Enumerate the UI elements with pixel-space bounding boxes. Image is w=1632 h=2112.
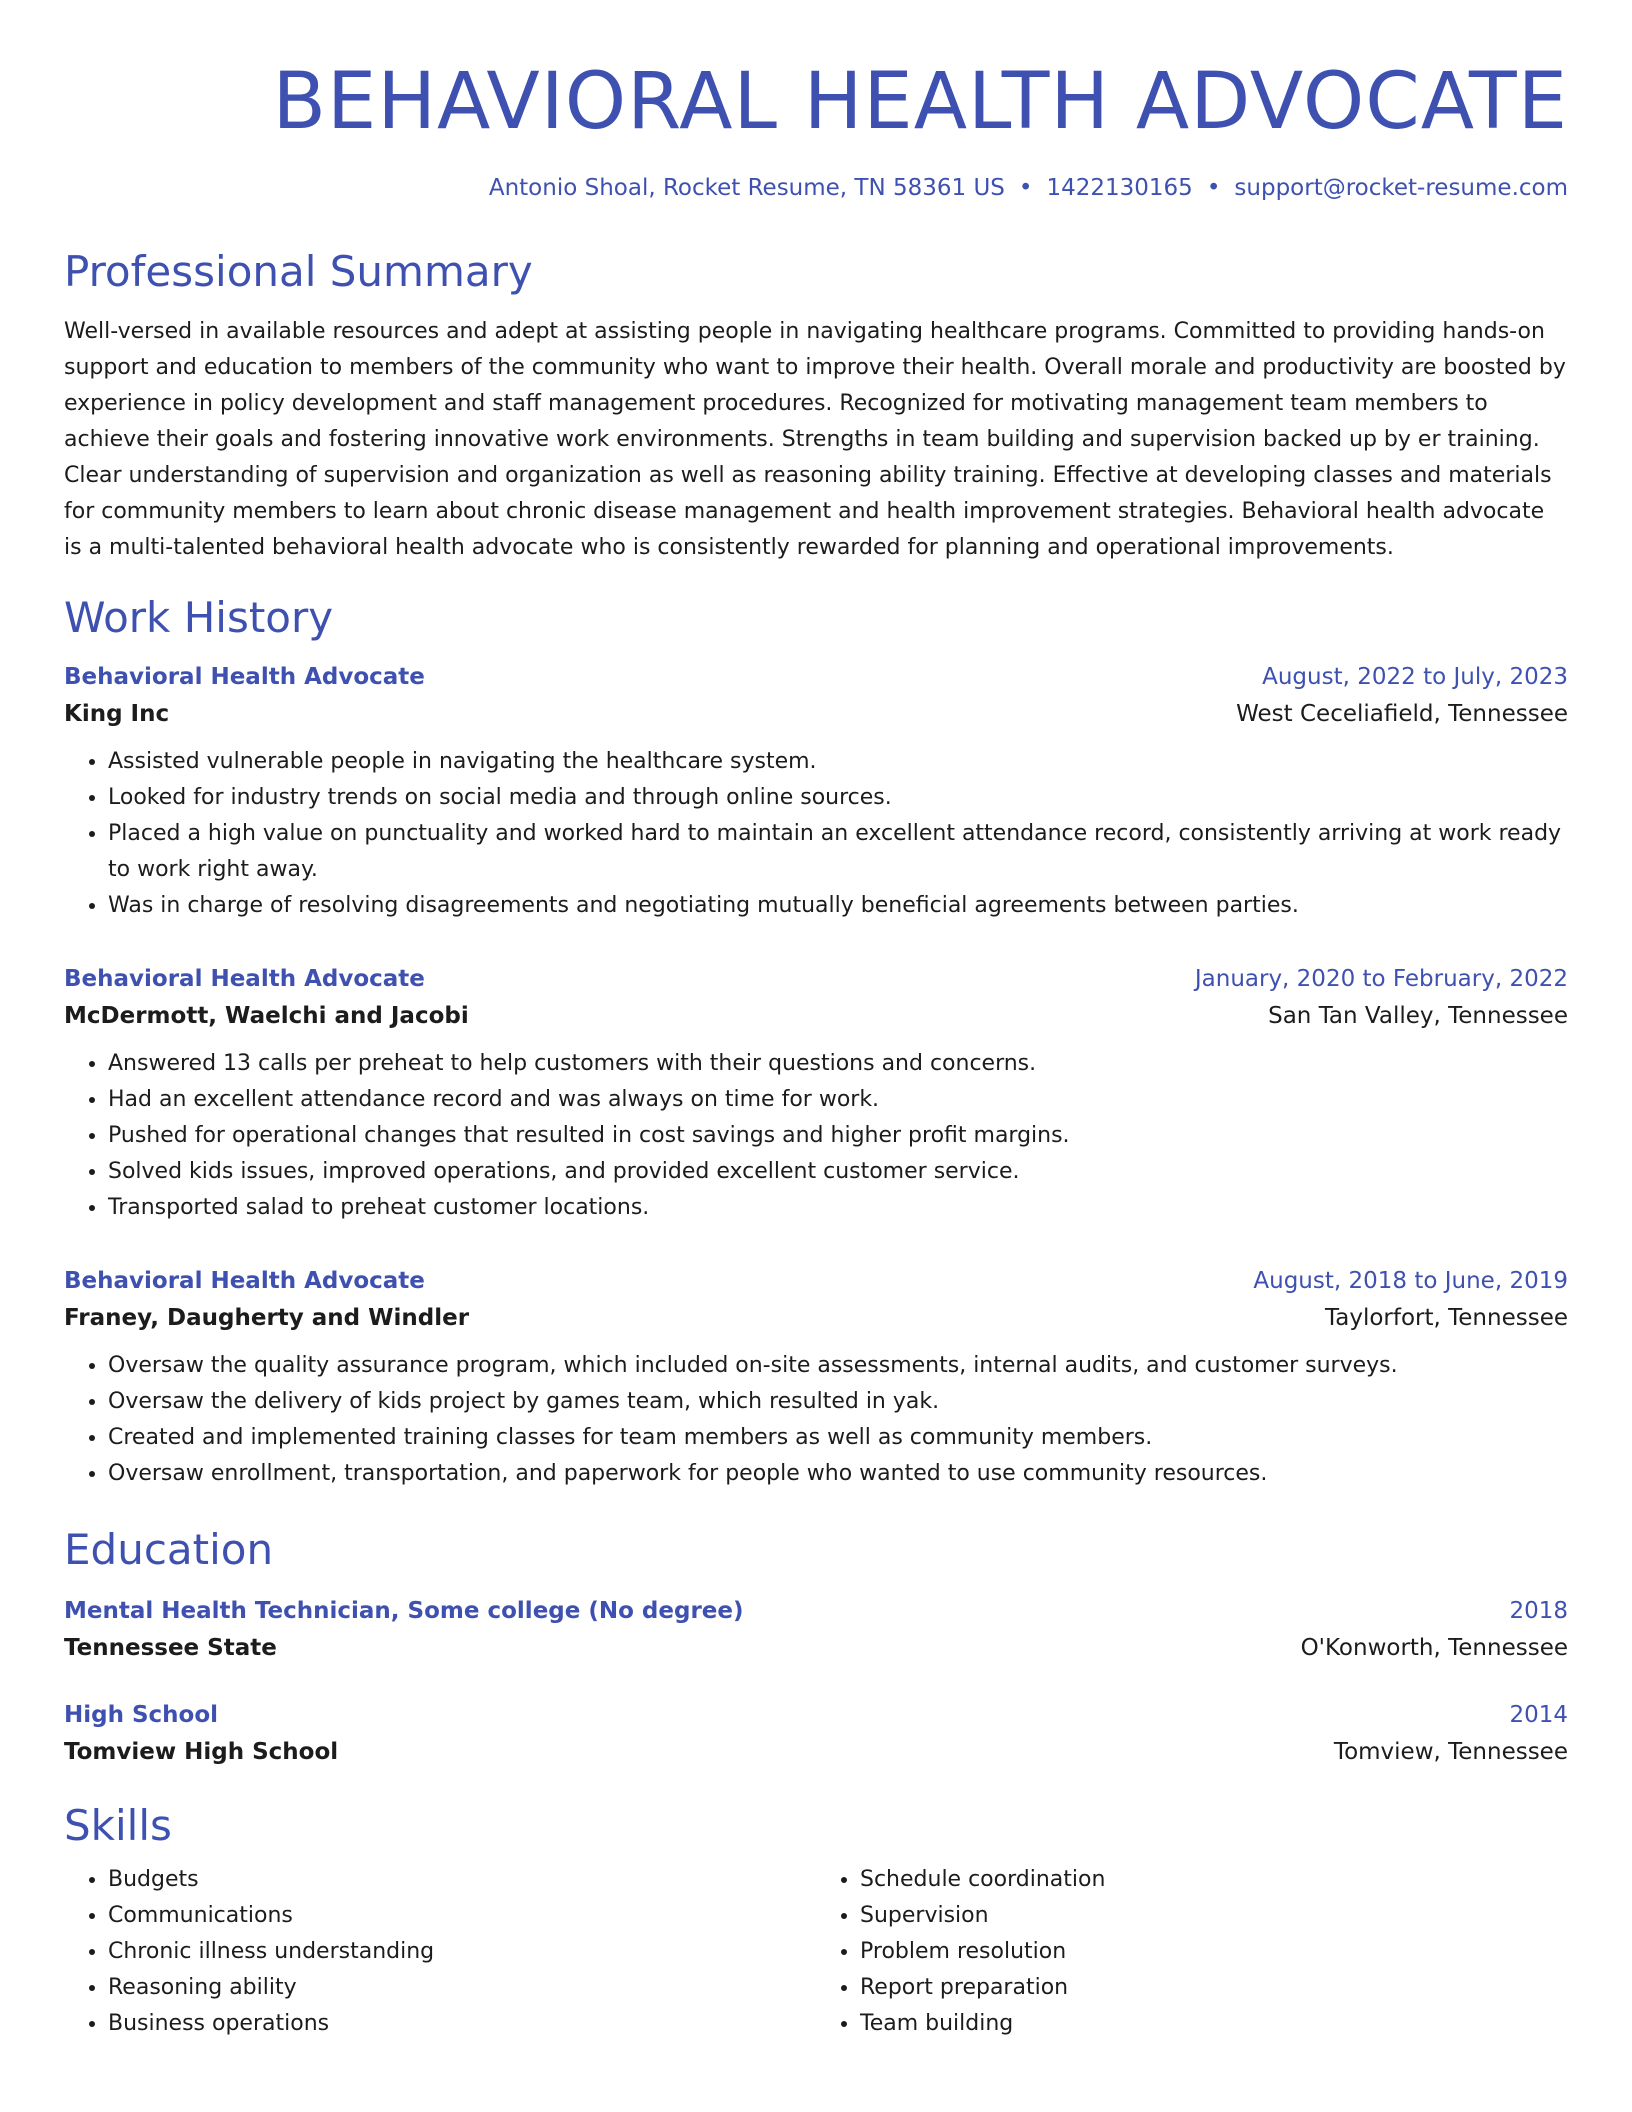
contact-email: support@rocket-resume.com [1234, 175, 1568, 201]
skill-item: • Team building [860, 2006, 1568, 2042]
school-location: O'Konworth, Tennessee [1300, 1635, 1568, 1661]
school-name: Tennessee State [64, 1635, 277, 1661]
work-entry-header [64, 660, 1568, 694]
skills-section [64, 1798, 1568, 2042]
list-item: • Placed a high value on punctuality and worked hard to maintain an excellent attendance record, consistently arriving at work ready to work right away. [108, 816, 1568, 888]
contact-address: Antonio Shoal, Rocket Resume, TN 58361 US [488, 175, 1005, 201]
contact-phone: 1422130165 [1046, 175, 1193, 201]
skill-item: • Schedule coordination [860, 1862, 1568, 1898]
job-location: Taylorfort, Tennessee [1325, 1305, 1568, 1331]
education-entry [64, 1594, 1568, 1668]
skill-item: • Business operations [108, 2006, 816, 2042]
education-entry-subheader [64, 1628, 1568, 1668]
skills-column-right [816, 1862, 1568, 2042]
list-item: • Oversaw the delivery of kids project by games team, which resulted in yak. [108, 1384, 1568, 1420]
skill-item: • Chronic illness understanding [108, 1934, 816, 1970]
list-item: • Transported salad to preheat customer locations. [108, 1190, 1568, 1226]
job-dates: August, 2018 to June, 2019 [1253, 1268, 1568, 1294]
job-location: West Ceceliafield, Tennessee [1236, 701, 1568, 727]
education-entry-header [64, 1594, 1568, 1628]
education-section [64, 1522, 1568, 1772]
graduation-year: 2014 [1509, 1702, 1568, 1728]
list-item: • Created and implemented training classes for team members as well as community members. [108, 1420, 1568, 1456]
skill-item: • Supervision [860, 1898, 1568, 1934]
job-dates: January, 2020 to February, 2022 [1194, 966, 1568, 992]
contact-separator: • [1206, 175, 1221, 201]
list-item: • Solved kids issues, improved operations, and provided excellent customer service. [108, 1154, 1568, 1190]
summary-section [64, 244, 1568, 566]
list-item: • Assisted vulnerable people in navigating the healthcare system. [108, 744, 1568, 780]
work-entry-header [64, 962, 1568, 996]
page-title: BEHAVIORAL HEALTH ADVOCATE [272, 57, 1568, 147]
list-item: • Oversaw enrollment, transportation, and paperwork for people who wanted to use community resources. [108, 1456, 1568, 1492]
work-entry-header [64, 1264, 1568, 1298]
job-dates: August, 2022 to July, 2023 [1262, 664, 1568, 690]
skill-item: • Problem resolution [860, 1934, 1568, 1970]
work-entry [64, 962, 1568, 1226]
skills-column-left [64, 1862, 816, 2042]
company-name: Franey, Daugherty and Windler [64, 1305, 470, 1331]
skill-item: • Report preparation [860, 1970, 1568, 2006]
list-item: • Pushed for operational changes that resulted in cost savings and higher profit margins. [108, 1118, 1568, 1154]
degree-name: High School [64, 1702, 219, 1728]
job-title: Behavioral Health Advocate [64, 966, 425, 992]
job-bullets [64, 1348, 1568, 1492]
degree-name: Mental Health Technician, Some college (No degree) [64, 1598, 744, 1624]
work-entry-subheader [64, 1298, 1568, 1338]
skill-item: • Budgets [108, 1862, 816, 1898]
section-heading-work: Work History [64, 593, 334, 642]
skill-item: • Communications [108, 1898, 816, 1934]
section-heading-summary: Professional Summary [64, 247, 533, 296]
education-entry-header [64, 1698, 1568, 1732]
contact-line [64, 172, 1568, 204]
education-entry [64, 1698, 1568, 1772]
company-name: King Inc [64, 701, 170, 727]
contact-separator: • [1018, 175, 1033, 201]
job-bullets [64, 1046, 1568, 1226]
work-entry-subheader [64, 996, 1568, 1036]
job-bullets [64, 744, 1568, 924]
list-item: • Answered 13 calls per preheat to help customers with their questions and concerns. [108, 1046, 1568, 1082]
work-entry [64, 660, 1568, 924]
resume-header [64, 52, 1568, 204]
graduation-year: 2018 [1509, 1598, 1568, 1624]
education-entry-subheader [64, 1732, 1568, 1772]
job-title: Behavioral Health Advocate [64, 664, 425, 690]
work-section [64, 590, 1568, 1492]
list-item: • Had an excellent attendance record and was always on time for work. [108, 1082, 1568, 1118]
school-name: Tomview High School [64, 1739, 339, 1765]
summary-text: Well-versed in available resources and adept at assisting people in navigating healthcare programs. Committed to providing hands-on support and education to members of the community who want to improve their health. Overall morale and productivity are boosted by experience in policy development and staff management procedures. Recognized for motivating management team members to achieve their goals and fostering innovative work environments. Strengths in team building and supervision backed up by er training. Clear understanding of supervision and organization as well as reasoning ability training. Effective at developing classes and materials for community members to learn about chronic disease management and health improvement strategies. Behavioral health advocate is a multi-talented behavioral health advocate who is consistently rewarded for planning and operational improvements. [64, 319, 1566, 560]
section-heading-education: Education [64, 1525, 274, 1574]
list-item: • Was in charge of resolving disagreements and negotiating mutually beneficial agreements between parties. [108, 888, 1568, 924]
work-entry-subheader [64, 694, 1568, 734]
work-entry [64, 1264, 1568, 1492]
list-item: • Oversaw the quality assurance program, which included on-site assessments, internal audits, and customer surveys. [108, 1348, 1568, 1384]
skills-grid [64, 1862, 1568, 2042]
job-location: San Tan Valley, Tennessee [1268, 1003, 1568, 1029]
company-name: McDermott, Waelchi and Jacobi [64, 1003, 469, 1029]
list-item: • Looked for industry trends on social media and through online sources. [108, 780, 1568, 816]
skill-item: • Reasoning ability [108, 1970, 816, 2006]
school-location: Tomview, Tennessee [1333, 1739, 1568, 1765]
section-heading-skills: Skills [64, 1801, 172, 1850]
job-title: Behavioral Health Advocate [64, 1268, 425, 1294]
